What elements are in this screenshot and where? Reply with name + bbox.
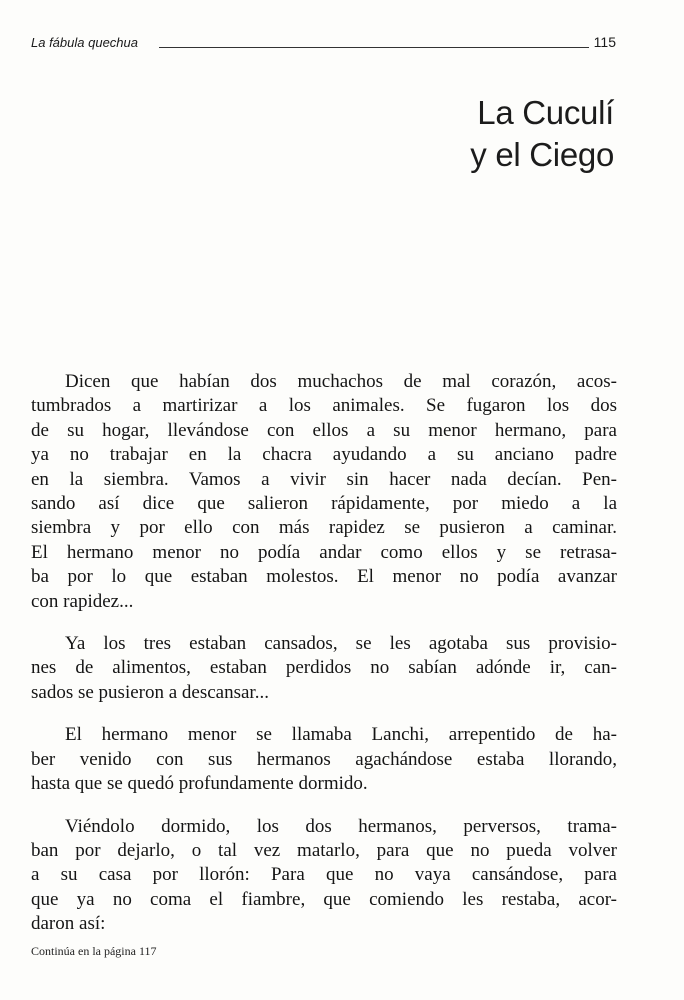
paragraph-line: ba por lo que estaban molestos. El menor no podía avanzar (31, 566, 617, 588)
paragraph-line: en la siembra. Vamos a vivir sin hacer nada decían. Pen- (31, 468, 617, 490)
paragraph-line: con rapidez... (31, 590, 134, 612)
story-paragraph (31, 370, 617, 614)
paragraph-line: tumbrados a martirizar a los animales. Se fugaron los dos (31, 395, 617, 417)
paragraph-line: ban por dejarlo, o tal vez matarlo, para que no pueda volver (31, 839, 617, 861)
story-title (470, 92, 614, 176)
continuation-note: Continúa en la página 117 (31, 944, 157, 958)
paragraph-line: ya no trabajar en la chacra ayudando a su anciano padre (31, 444, 617, 466)
paragraph-line: que ya no coma el fiambre, que comiendo les restaba, acor- (31, 888, 617, 910)
story-paragraph (31, 815, 617, 937)
paragraph-line: El hermano menor no podía andar como ellos y se retrasa- (31, 541, 617, 563)
paragraph-line: hasta que se quedó profundamente dormido. (31, 773, 368, 795)
paragraph-line: nes de alimentos, estaban perdidos no sabían adónde ir, can- (31, 657, 617, 679)
header-rule (159, 47, 589, 48)
page-number: 115 (593, 34, 616, 50)
story-paragraph (31, 723, 617, 796)
paragraph-line: Viéndolo dormido, los dos hermanos, perversos, trama- (65, 815, 617, 837)
paragraph-line: siembra y por ello con más rapidez se pusieron a caminar. (31, 517, 617, 539)
paragraph-line: de su hogar, llevándose con ellos a su menor hermano, para (31, 419, 617, 441)
paragraph-line: a su casa por llorón: Para que no vaya cansándose, para (31, 864, 617, 886)
running-header (31, 35, 621, 57)
story-paragraph (31, 632, 617, 705)
story-title-line: La Cuculí (477, 94, 614, 131)
paragraph-line: ber venido con sus hermanos agachándose estaba llorando, (31, 748, 617, 770)
running-title: La fábula quechua (31, 35, 138, 50)
story-body (31, 370, 617, 955)
paragraph-line: Dicen que habían dos muchachos de mal corazón, acos- (65, 371, 617, 392)
paragraph-line: sados se pusieron a descansar... (31, 681, 269, 703)
paragraph-line: Ya los tres estaban cansados, se les agotaba sus provisio- (65, 633, 617, 655)
paragraph-line: daron así: (31, 913, 106, 935)
story-title-line: y el Ciego (470, 136, 614, 173)
paragraph-line: El hermano menor se llamaba Lanchi, arrepentido de ha- (65, 724, 617, 746)
paragraph-line: sando así dice que salieron rápidamente, por miedo a la (31, 493, 617, 515)
